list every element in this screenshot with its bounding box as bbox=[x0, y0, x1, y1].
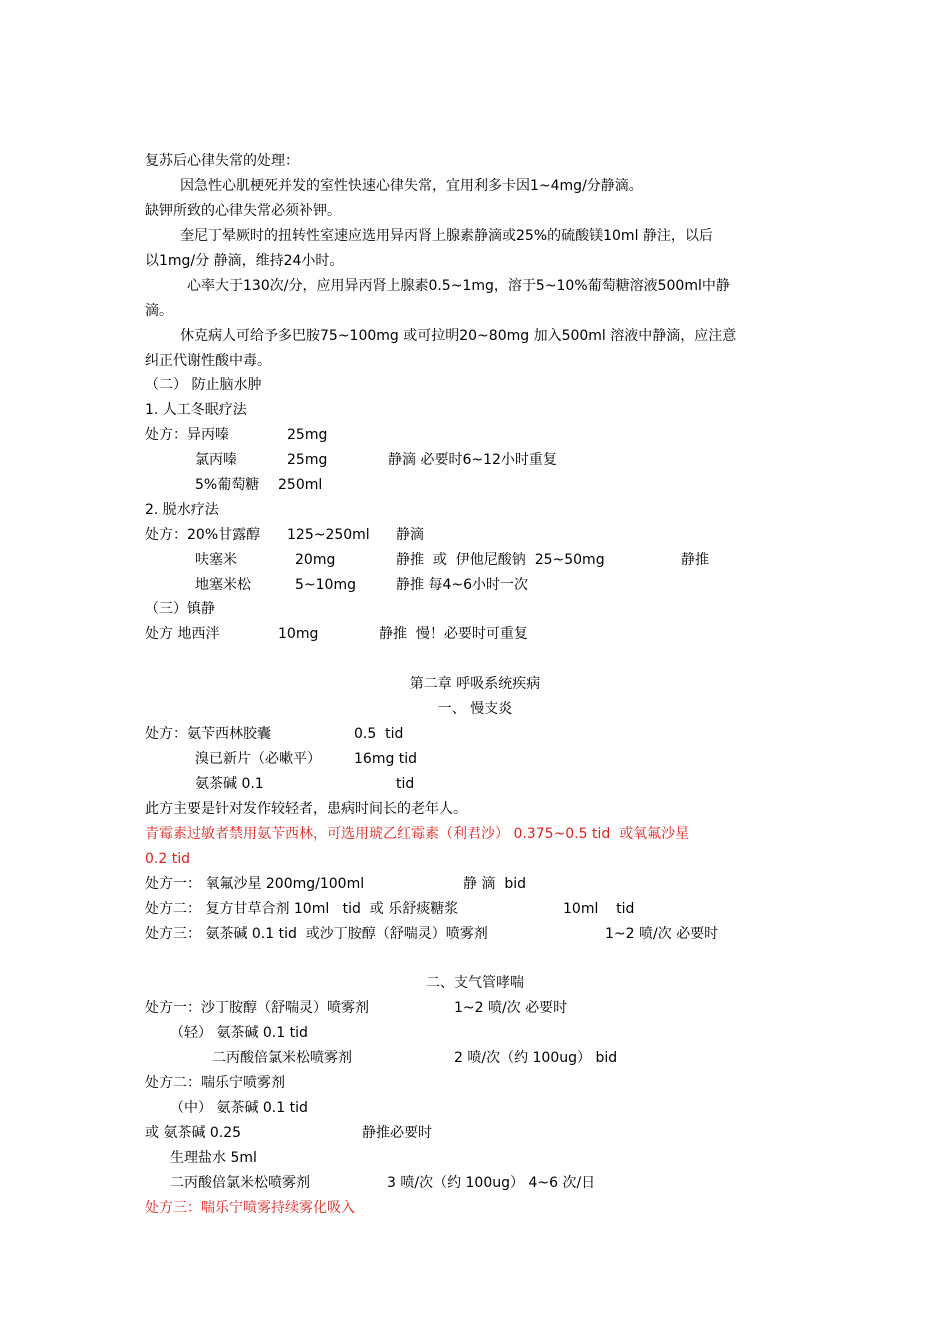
prescription-line: 处方：20%甘露醇 bbox=[145, 527, 261, 543]
dose: 250ml bbox=[278, 477, 323, 493]
paragraph-line: 生理盐水 5ml bbox=[170, 1150, 257, 1166]
prescription-line: 处方一： 氧氟沙星 200mg/100ml bbox=[145, 876, 365, 892]
instruction: 1~2 喷/次 必要时 bbox=[605, 926, 719, 942]
drug-name: 地塞米松 bbox=[195, 577, 251, 593]
paragraph-line: 或 氨茶碱 0.25 bbox=[145, 1125, 242, 1141]
drug-name: 5%葡萄糖 bbox=[195, 477, 260, 493]
instruction: 静推必要时 bbox=[362, 1125, 432, 1141]
prescription-line: 处方 地西泮 bbox=[145, 626, 220, 642]
paragraph-line: 缺钾所致的心律失常必须补钾。 bbox=[145, 203, 341, 219]
paragraph-line: 纠正代谢性酸中毒。 bbox=[145, 353, 271, 369]
instruction: 静推 或 伊他尼酸钠 25~50mg bbox=[396, 552, 605, 568]
instruction: 3 喷/次（约 100ug） 4~6 次/日 bbox=[387, 1175, 596, 1191]
dose: 5~10mg bbox=[295, 577, 356, 593]
dose: tid bbox=[396, 776, 415, 792]
dose: 25mg bbox=[287, 452, 328, 468]
paragraph-line: 心率大于130次/分，应用异丙肾上腺素0.5~1mg，溶于5~10%葡萄糖溶液500ml中静 bbox=[187, 278, 730, 294]
prescription-line: 处方三： 氨茶碱 0.1 tid 或沙丁胺醇（舒喘灵）喷雾剂 bbox=[145, 926, 488, 942]
paragraph-line: 滴。 bbox=[145, 303, 173, 319]
drug-name: 二丙酸倍氯米松喷雾剂 bbox=[212, 1050, 352, 1066]
subsection-heading: （二） 防止脑水肿 bbox=[145, 377, 262, 393]
instruction: 静推 bbox=[681, 552, 709, 568]
section-title: 二、支气管哮喘 bbox=[426, 975, 524, 991]
subsection-heading: （三）镇静 bbox=[145, 601, 215, 617]
highlighted-note: 处方三：喘乐宁喷雾持续雾化吸入 bbox=[145, 1200, 355, 1216]
dose: 25mg bbox=[287, 427, 328, 443]
dose: 10ml tid bbox=[563, 901, 635, 917]
dose: 20mg bbox=[295, 552, 336, 568]
section-heading: 复苏后心律失常的处理： bbox=[145, 153, 299, 169]
paragraph-line: 奎尼丁晕厥时的扭转性室速应选用异丙肾上腺素静滴或25%的硫酸镁10ml 静注，以后 bbox=[180, 228, 713, 244]
prescription-line: 处方二：喘乐宁喷雾剂 bbox=[145, 1075, 285, 1091]
prescription-line: 处方二： 复方甘草合剂 10ml tid 或 乐舒痰糖浆 bbox=[145, 901, 459, 917]
drug-name: 氨茶碱 0.1 bbox=[195, 776, 264, 792]
instruction: 静推 每4~6小时一次 bbox=[396, 577, 528, 593]
dose: 0.5 tid bbox=[354, 726, 404, 742]
dose: 125~250ml bbox=[287, 527, 370, 543]
instruction: 静滴 必要时6~12小时重复 bbox=[388, 452, 557, 468]
paragraph-line: 因急性心肌梗死并发的室性快速心律失常，宜用利多卡因1~4mg/分静滴。 bbox=[180, 178, 643, 194]
drug-name: 呋塞米 bbox=[195, 552, 237, 568]
prescription-line: 处方一：沙丁胺醇（舒喘灵）喷雾剂 bbox=[145, 1000, 369, 1016]
dose: 10mg bbox=[278, 626, 319, 642]
prescription-line: 处方：异丙嗪 bbox=[145, 427, 229, 443]
paragraph-line: 休克病人可给予多巴胺75~100mg 或可拉明20~80mg 加入500ml 溶液中静滴，应注意 bbox=[180, 328, 737, 344]
paragraph-line: 以1mg/分 静滴，维持24小时。 bbox=[145, 253, 344, 269]
paragraph-line: （中） 氨茶碱 0.1 tid bbox=[170, 1100, 308, 1116]
prescription-line: 处方：氨苄西林胶囊 bbox=[145, 726, 271, 742]
instruction: 1~2 喷/次 必要时 bbox=[454, 1000, 568, 1016]
item-heading: 1. 人工冬眠疗法 bbox=[145, 402, 247, 418]
paragraph-line: 此方主要是针对发作较轻者，患病时间长的老年人。 bbox=[145, 801, 467, 817]
item-heading: 2. 脱水疗法 bbox=[145, 502, 219, 518]
drug-name: 二丙酸倍氯米松喷雾剂 bbox=[170, 1175, 310, 1191]
section-title: 一、 慢支炎 bbox=[437, 701, 513, 717]
instruction: 静推 慢！必要时可重复 bbox=[379, 626, 528, 642]
instruction: 静 滴 bid bbox=[463, 876, 527, 892]
highlighted-note: 青霉素过敏者禁用氨苄西林，可选用琥乙红霉素（利君沙） 0.375~0.5 tid 或氧氟沙星 bbox=[145, 826, 690, 842]
drug-name: 溴已新片（必嗽平） bbox=[195, 751, 321, 767]
instruction: 2 喷/次（约 100ug） bid bbox=[454, 1050, 618, 1066]
dose: 16mg tid bbox=[354, 751, 418, 767]
paragraph-line: （轻） 氨茶碱 0.1 tid bbox=[170, 1025, 308, 1041]
chapter-title: 第二章 呼吸系统疾病 bbox=[409, 676, 541, 692]
instruction: 静滴 bbox=[396, 527, 424, 543]
highlighted-note: 0.2 tid bbox=[145, 851, 190, 867]
drug-name: 氯丙嗪 bbox=[195, 452, 237, 468]
